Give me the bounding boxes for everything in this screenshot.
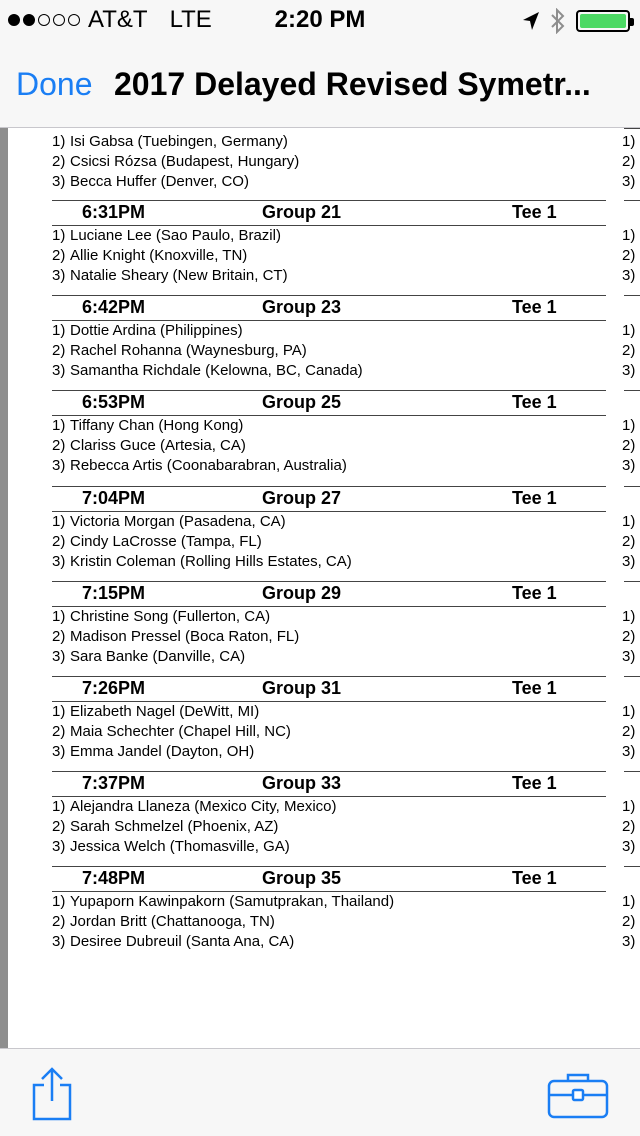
right-column-number: 1) xyxy=(622,227,636,244)
player-row xyxy=(52,722,606,742)
player-row xyxy=(52,627,606,647)
right-column-rule xyxy=(624,581,640,582)
battery-icon xyxy=(576,10,630,32)
tee-group xyxy=(52,200,606,286)
right-column-number: 2) xyxy=(622,913,636,930)
player-name: Samantha Richdale (Kelowna, BC, Canada) xyxy=(70,362,363,379)
player-row xyxy=(52,742,606,762)
right-column-number: 3) xyxy=(622,457,636,474)
location-arrow-icon xyxy=(522,11,540,31)
player-number: 1) xyxy=(52,417,66,434)
player-number: 2) xyxy=(52,437,66,454)
group-header xyxy=(52,676,606,702)
right-column-numbers xyxy=(622,512,640,572)
player-row xyxy=(52,246,606,266)
player-name: Clariss Guce (Artesia, CA) xyxy=(70,437,246,454)
player-name: Luciane Lee (Sao Paulo, Brazil) xyxy=(70,227,281,244)
tee-group xyxy=(52,771,606,857)
player-number: 1) xyxy=(52,608,66,625)
right-column-numbers xyxy=(622,226,640,286)
player-row xyxy=(52,321,606,341)
player-row xyxy=(52,512,606,532)
player-row xyxy=(52,532,606,552)
tee-label: Tee 1 xyxy=(512,392,557,412)
page-edge xyxy=(0,128,8,1048)
player-name: Elizabeth Nagel (DeWitt, MI) xyxy=(70,703,260,720)
tee-label: Tee 1 xyxy=(512,678,557,698)
group-name: Group 31 xyxy=(262,678,342,698)
tee-label: Tee 1 xyxy=(512,488,557,508)
tee-group xyxy=(52,295,606,381)
player-name: Maia Schechter (Chapel Hill, NC) xyxy=(70,723,291,740)
tee-label: Tee 1 xyxy=(512,583,557,603)
tee-time: 6:31PM xyxy=(82,202,146,222)
right-column-number: 2) xyxy=(622,723,636,740)
player-name: Natalie Sheary (New Britain, CT) xyxy=(70,267,288,284)
right-column-numbers xyxy=(622,416,640,476)
tee-group xyxy=(52,866,606,952)
tee-label: Tee 1 xyxy=(512,202,557,222)
right-column-rule xyxy=(624,390,640,391)
player-number: 1) xyxy=(52,513,66,530)
right-column-rule xyxy=(624,295,640,296)
player-row xyxy=(52,552,606,572)
player-row xyxy=(52,702,606,722)
right-column-number: 2) xyxy=(622,342,636,359)
tee-time: 7:04PM xyxy=(82,488,146,508)
player-row xyxy=(52,797,606,817)
player-number: 2) xyxy=(52,342,66,359)
player-row xyxy=(52,932,606,952)
tee-group xyxy=(52,390,606,476)
player-row xyxy=(52,416,606,436)
right-column-numbers xyxy=(622,607,640,667)
right-column-number: 3) xyxy=(622,933,636,950)
right-column-number: 2) xyxy=(622,153,636,170)
player-name: Desiree Dubreuil (Santa Ana, CA) xyxy=(70,933,295,950)
player-name: Rebecca Artis (Coonabarabran, Australia) xyxy=(70,457,347,474)
right-column-number: 1) xyxy=(622,133,636,150)
right-column-number: 3) xyxy=(622,362,636,379)
player-number: 2) xyxy=(52,533,66,550)
player-number: 3) xyxy=(52,267,66,284)
player-row xyxy=(52,226,606,246)
tee-group xyxy=(52,581,606,667)
player-name: Emma Jandel (Dayton, OH) xyxy=(70,743,255,760)
player-number: 3) xyxy=(52,362,66,379)
player-name: Isi Gabsa (Tuebingen, Germany) xyxy=(70,133,288,150)
player-name: Madison Pressel (Boca Raton, FL) xyxy=(70,628,300,645)
status-time: 2:20 PM xyxy=(274,6,366,33)
player-name: Sara Banke (Danville, CA) xyxy=(70,648,246,665)
player-name: Rachel Rohanna (Waynesburg, PA) xyxy=(70,342,307,359)
right-column-number: 3) xyxy=(622,648,636,665)
right-column-number: 1) xyxy=(622,798,636,815)
group-name: Group 21 xyxy=(262,202,342,222)
player-number: 3) xyxy=(52,173,66,190)
tee-time: 6:53PM xyxy=(82,392,146,412)
player-number: 3) xyxy=(52,648,66,665)
right-column-number: 1) xyxy=(622,513,636,530)
network-type: LTE xyxy=(169,6,212,33)
toolbox-button[interactable] xyxy=(546,1071,610,1119)
tee-label: Tee 1 xyxy=(512,868,557,888)
battery-level xyxy=(580,14,626,28)
right-column-number: 2) xyxy=(622,628,636,645)
document-title: 2017 Delayed Revised Symetr... xyxy=(114,66,591,102)
player-number: 3) xyxy=(52,553,66,570)
player-number: 1) xyxy=(52,893,66,910)
player-name: Kristin Coleman (Rolling Hills Estates, CA) xyxy=(70,553,352,570)
player-row xyxy=(52,456,606,476)
player-row xyxy=(52,361,606,381)
player-row xyxy=(52,341,606,361)
done-button[interactable]: Done xyxy=(16,66,93,102)
right-column-rule xyxy=(624,486,640,487)
player-number: 1) xyxy=(52,703,66,720)
right-column-number: 3) xyxy=(622,743,636,760)
player-row xyxy=(52,172,606,192)
tee-group xyxy=(52,486,606,572)
player-number: 2) xyxy=(52,153,66,170)
group-name: Group 29 xyxy=(262,583,342,603)
group-header xyxy=(52,200,606,226)
player-number: 1) xyxy=(52,798,66,815)
tee-group xyxy=(52,676,606,762)
player-number: 2) xyxy=(52,818,66,835)
group-header xyxy=(52,581,606,607)
player-row xyxy=(52,817,606,837)
player-name: Yupaporn Kawinpakorn (Samutprakan, Thailand) xyxy=(70,893,395,910)
player-number: 3) xyxy=(52,457,66,474)
player-number: 3) xyxy=(52,838,66,855)
right-column-numbers xyxy=(622,132,640,192)
tee-time: 7:26PM xyxy=(82,678,146,698)
player-number: 3) xyxy=(52,933,66,950)
group-name: Group 25 xyxy=(262,392,342,412)
right-column-rule xyxy=(624,771,640,772)
tee-time: 7:37PM xyxy=(82,773,146,793)
group-name: Group 35 xyxy=(262,868,342,888)
right-column-rule xyxy=(624,676,640,677)
nav-bar xyxy=(0,40,640,128)
player-row xyxy=(52,436,606,456)
player-row xyxy=(52,132,606,152)
player-name: Sarah Schmelzel (Phoenix, AZ) xyxy=(70,818,279,835)
group-header xyxy=(52,866,606,892)
right-column-number: 3) xyxy=(622,267,636,284)
bottom-toolbar xyxy=(0,1048,640,1136)
bluetooth-icon xyxy=(550,8,566,34)
right-column-number: 1) xyxy=(622,893,636,910)
right-column-rule xyxy=(624,200,640,201)
player-list-partial xyxy=(52,132,606,192)
player-row xyxy=(52,912,606,932)
right-column-number: 2) xyxy=(622,818,636,835)
player-row xyxy=(52,647,606,667)
tee-time: 6:42PM xyxy=(82,297,146,317)
status-bar xyxy=(0,0,640,40)
right-column-number: 1) xyxy=(622,608,636,625)
right-column-number: 2) xyxy=(622,247,636,264)
player-name: Jessica Welch (Thomasville, GA) xyxy=(70,838,290,855)
player-row xyxy=(52,607,606,627)
right-column-number: 1) xyxy=(622,322,636,339)
player-number: 1) xyxy=(52,322,66,339)
player-row xyxy=(52,266,606,286)
player-name: Christine Song (Fullerton, CA) xyxy=(70,608,271,625)
right-column-number: 3) xyxy=(622,553,636,570)
player-name: Cindy LaCrosse (Tampa, FL) xyxy=(70,533,262,550)
tee-time: 7:48PM xyxy=(82,868,146,888)
right-column-numbers xyxy=(622,797,640,857)
player-number: 1) xyxy=(52,133,66,150)
right-column-rule xyxy=(624,866,640,867)
right-column-number: 2) xyxy=(622,533,636,550)
carrier-name: AT&T xyxy=(88,6,148,33)
right-column-number: 3) xyxy=(622,838,636,855)
battery-nub xyxy=(630,18,634,26)
player-name: Csicsi Rózsa (Budapest, Hungary) xyxy=(70,153,300,170)
group-name: Group 27 xyxy=(262,488,342,508)
player-name: Allie Knight (Knoxville, TN) xyxy=(70,247,248,264)
right-column-number: 1) xyxy=(622,417,636,434)
player-row xyxy=(52,837,606,857)
player-number: 2) xyxy=(52,247,66,264)
player-name: Alejandra Llaneza (Mexico City, Mexico) xyxy=(70,798,337,815)
right-column-number: 3) xyxy=(622,173,636,190)
player-name: Jordan Britt (Chattanooga, TN) xyxy=(70,913,275,930)
group-header xyxy=(52,486,606,512)
tee-label: Tee 1 xyxy=(512,773,557,793)
toolbox-icon xyxy=(546,1071,610,1119)
tee-time: 7:15PM xyxy=(82,583,146,603)
player-row xyxy=(52,892,606,912)
right-column-number: 1) xyxy=(622,703,636,720)
group-name: Group 33 xyxy=(262,773,342,793)
right-column-numbers xyxy=(622,321,640,381)
player-name: Tiffany Chan (Hong Kong) xyxy=(70,417,244,434)
player-number: 1) xyxy=(52,227,66,244)
player-row xyxy=(52,152,606,172)
group-header xyxy=(52,295,606,321)
player-name: Becca Huffer (Denver, CO) xyxy=(70,173,249,190)
player-name: Victoria Morgan (Pasadena, CA) xyxy=(70,513,286,530)
player-number: 2) xyxy=(52,628,66,645)
player-number: 2) xyxy=(52,723,66,740)
group-header xyxy=(52,771,606,797)
player-number: 3) xyxy=(52,743,66,760)
share-icon xyxy=(28,1065,76,1121)
group-name: Group 23 xyxy=(262,297,342,317)
right-column-numbers xyxy=(622,892,640,952)
group-header xyxy=(52,390,606,416)
player-number: 2) xyxy=(52,913,66,930)
right-column-number: 2) xyxy=(622,437,636,454)
right-column-numbers xyxy=(622,702,640,762)
tee-label: Tee 1 xyxy=(512,297,557,317)
right-column-rule xyxy=(624,128,640,129)
document-view[interactable] xyxy=(0,128,640,1048)
status-right xyxy=(522,8,630,34)
player-name: Dottie Ardina (Philippines) xyxy=(70,322,243,339)
share-button[interactable] xyxy=(28,1065,76,1121)
